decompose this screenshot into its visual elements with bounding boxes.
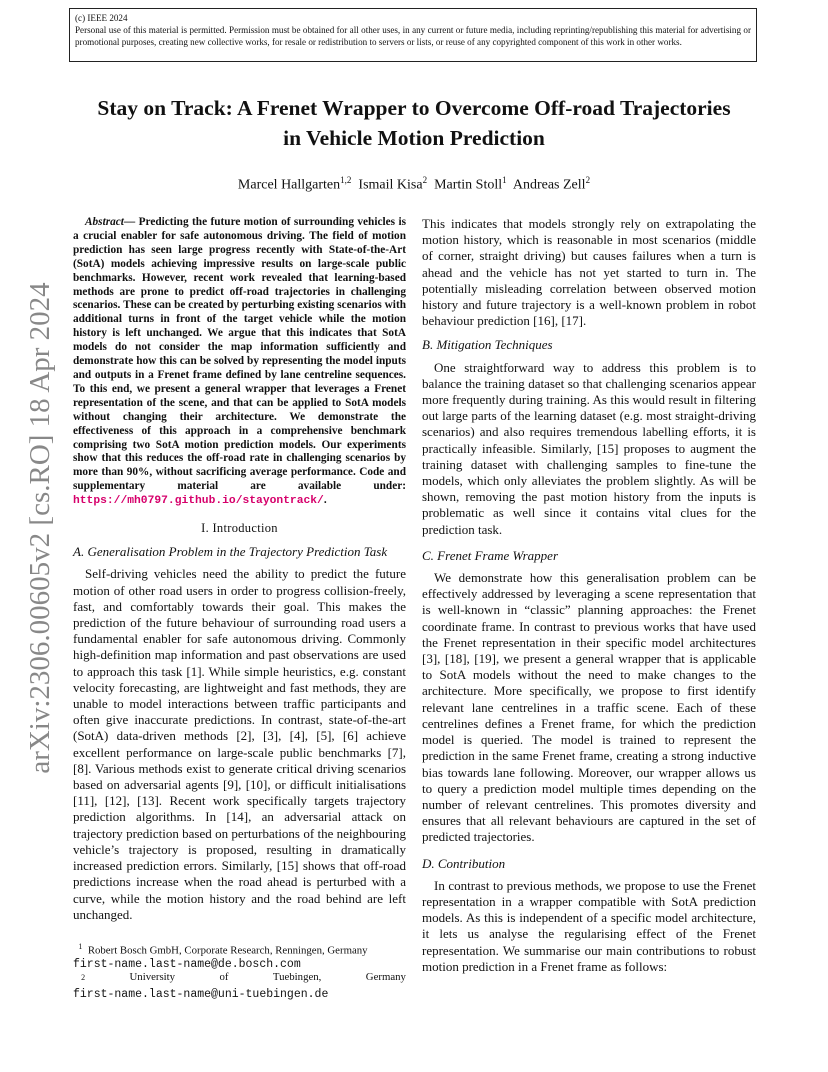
title-line-2: in Vehicle Motion Prediction bbox=[283, 126, 545, 150]
footnote-2-org-word: Germany bbox=[365, 970, 406, 983]
footnote-1-email: first-name.last-name@de.bosch.com bbox=[73, 957, 301, 971]
subsection-heading-c: C. Frenet Frame Wrapper bbox=[422, 547, 558, 563]
author-name: Martin Stoll bbox=[434, 177, 503, 193]
title-line-1: Stay on Track: A Frenet Wrapper to Overcome Off-road Trajectories bbox=[97, 96, 731, 120]
copyright-line: (c) IEEE 2024 bbox=[75, 13, 128, 23]
abstract-dash: — bbox=[123, 216, 139, 228]
right-column bbox=[422, 216, 756, 975]
section-heading-introduction: I. Introduction bbox=[201, 521, 278, 536]
abstract bbox=[73, 216, 406, 509]
abstract-end: . bbox=[323, 494, 327, 507]
footnote-1-number: 1 bbox=[78, 942, 83, 951]
paragraph-continued: This indicates that models strongly rely on extrapolating the motion history, which is reasonable in most scenarios (middle of corner, straight driving) but causes failures when a turn is ahead and the vehicle has not yet started to turn in. The potentially misleading correlation between observed motion history and future trajectory is a well-known problem in robot behaviour prediction [16], [17]. bbox=[422, 216, 756, 329]
footnote-2-org-word: of bbox=[219, 970, 229, 983]
footnotes bbox=[73, 940, 406, 1001]
author-name: Marcel Hallgarten bbox=[237, 177, 341, 193]
footnote-2-number: 2 bbox=[81, 972, 86, 982]
copyright-text: Personal use of this material is permitted. Permission must be obtained for all other uses, in any current or future media, including reprinting/republishing this material for advertising or promotional purposes, creating new collective works, for resale or redistribution to servers or lists, or reuse of any copyrighted component of this work in other works. bbox=[75, 25, 751, 47]
author-affiliation: 1,2 bbox=[340, 175, 352, 185]
author-affiliation: 1 bbox=[502, 175, 507, 185]
copyright-notice bbox=[69, 8, 757, 62]
author-affiliation: 2 bbox=[422, 175, 428, 185]
subsection-heading-a: A. Generalisation Problem in the Trajectory Prediction Task bbox=[73, 544, 388, 560]
footnote-1-org: Robert Bosch GmbH, Corporate Research, Renningen, Germany bbox=[87, 944, 368, 957]
author-affiliation: 2 bbox=[585, 175, 591, 185]
left-column bbox=[73, 216, 406, 923]
arxiv-identifier: arXiv:2306.00605v2 [cs.RO] 18 Apr 2024 bbox=[24, 282, 56, 774]
footnote-2-org-word: Tuebingen, bbox=[272, 970, 322, 983]
paragraph-a: Self-driving vehicles need the ability to predict the future motion of other road users in order to progress collision-freely, fast, and comfortably towards their goal. This makes the prediction of the future behaviour of surrounding road users a fundamental enabler for safe autonomous driving. Commonly high-definition map information and past observations are used to approach this task [1]. While simple heuristics, e.g. constant velocity forecasting, are lightweight and fast methods, they are unable to model interactions between traffic participants and often give inaccurate predictions. In contrast, state-of-the-art (SotA) data-driven methods [2], [3], [4], [5], [6] achieve excellent performance on large-scale public benchmarks [7], [8]. Various methods exist to generate critical driving scenarios based on adversarial agents [9], [10], or difficult initialisations [11], [12], [13]. Recent work specifically targets trajectory prediction algorithms. In [14], an adversarial attack on trajectory prediction based on perturbations of the neighbouring vehicle’s trajectory is proposed, resulting in dramatically increased prediction errors. Similarly, [15] shows that off-road predictions increase when the road ahead is perturbed with a curve, while the motion history and the road behind are left unchanged. bbox=[73, 566, 406, 922]
footnote-2-email: first-name.last-name@uni-tuebingen.de bbox=[73, 988, 329, 1002]
author-name: Ismail Kisa bbox=[358, 177, 423, 193]
footnote-2 bbox=[73, 971, 406, 989]
code-link[interactable]: https://mh0797.github.io/stayontrack/ bbox=[73, 495, 324, 508]
paragraph-b: One straightforward way to address this problem is to balance the training dataset so that challenging scenarios appear more frequently during training. As this would result in filtering out large parts of the learning dataset (e.g. most straight-driving scenarios) and also requires tremendous labelling efforts, it is practically infeasible. Similarly, [15] proposes to augment the training dataset with challenging samples to fine-tune the models, which only alleviates the problem slightly. As will be shown, removing the past motion history from the inputs is problematic as well since it contains vital clues for the prediction task. bbox=[422, 359, 756, 537]
paragraph-c: We demonstrate how this generalisation problem can be effectively addressed by leveraging a scene representation that is well-known in “classic” planning approaches: the Frenet coordinate frame. In contrast to previous works that have used the Frenet representation in their specific model architectures [3], [18], [19], we present a general wrapper that is applicable to SotA models without the need to make changes to the architecture. More specifically, we propose to first identify relevant lane centrelines in a traffic scene. Each of these centrelines defines a Frenet frame, for which the prediction model is queried. The model is trained to represent the prediction in the same Frenet frame, creating a strong inductive bias towards lane following. Moreover, our wrapper allows us to query a prediction model multiple times depending on the number of relevant centrelines. This promotes diversity and ensures that all relevant behaviours are captured in the set of predicted trajectories. bbox=[422, 570, 756, 845]
footnote-2-org-word: University bbox=[129, 970, 176, 983]
author-list bbox=[40, 170, 788, 196]
subsection-heading-d: D. Contribution bbox=[422, 855, 506, 871]
footnote-1 bbox=[73, 940, 406, 958]
abstract-label: Abstract bbox=[85, 216, 124, 228]
subsection-heading-b: B. Mitigation Techniques bbox=[422, 337, 553, 353]
abstract-text: Predicting the future motion of surrounding vehicles is a crucial enabler for safe autonomous driving. The field of motion prediction has seen large progress recently with State-of-the-Art (SotA) models achieving impressive results on large-scale public benchmarks. However, recent work revealed that learning-based methods are prone to predict off-road trajectories in challenging scenarios. These can be created by perturbing existing scenarios with additional turns in front of the target vehicle while the motion history is left unchanged. We argue that this indicates that SotA models do not consider the map information sufficiently and demonstrate how this can be solved by representing the model inputs and outputs in a Frenet frame defined by lane centreline sequences. To this end, we present a general wrapper that leverages a Frenet representation of the scene, and that can be applied to SotA models without changing their architecture. We demonstrate the effectiveness of this approach in a comprehensive benchmark comprising two SotA motion prediction models. Our experiments show that this reduces the off-road rate in challenging scenarios by more than 90%, without sacrificing average performance. Code and supplementary material are available under: bbox=[73, 216, 406, 493]
paper-title bbox=[40, 93, 788, 153]
paragraph-d: In contrast to previous methods, we propose to use the Frenet representation in a wrapper compatible with SotA prediction models. As this is independent of a specific model architecture, it lets us analyse the regularising effect of the Frenet representation. We summarise our main contributions to robust motion prediction in a Frenet frame as follows: bbox=[422, 877, 756, 974]
author-name: Andreas Zell bbox=[512, 177, 586, 193]
